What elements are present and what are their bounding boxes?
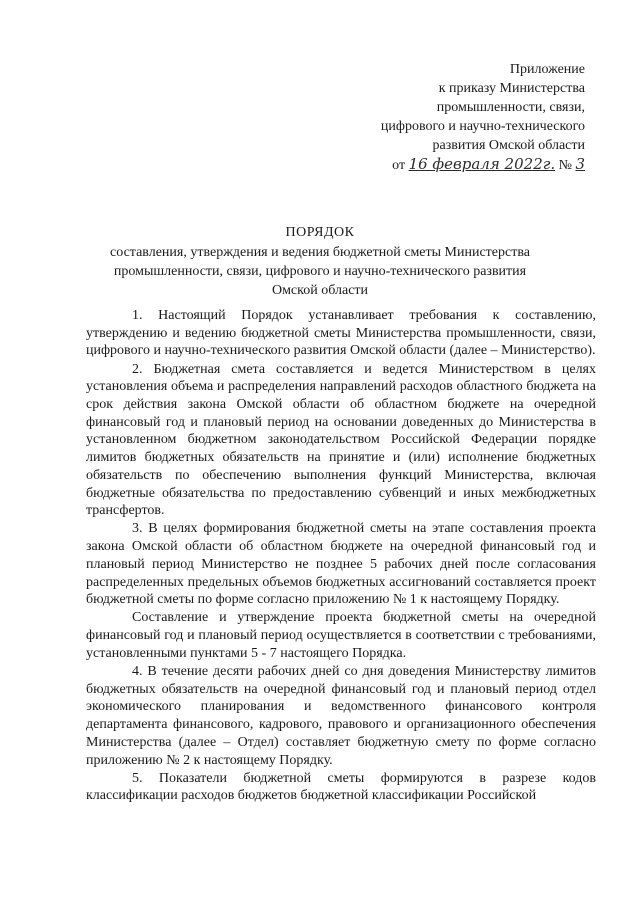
handwritten-number: 3 (575, 155, 585, 173)
handwritten-date: 16 февраля 2022г. (408, 155, 556, 173)
title-subtitle-line: Омской области (271, 283, 369, 298)
paragraph-1: 1. Настоящий Порядок устанавливает требования к составлению, утверждению и ведению бюджетной сметы Министерства промышленности, связи, цифрового и научно-технического развития Омской области (далее – Министерство). (86, 308, 596, 359)
document-title (60, 223, 580, 300)
number-prefix: № (558, 158, 572, 173)
order-date-number (381, 155, 585, 175)
document-body (86, 307, 596, 806)
title-subtitle-line: составления, утверждения и ведения бюджетной сметы Министерства (110, 245, 530, 260)
title-subtitle-line: промышленности, связи, цифрового и научно-технического развития (113, 264, 527, 279)
paragraph-5: 5. Показатели бюджетной сметы формируются в разрезе кодов классификации расходов бюджетов бюджетной классификации Российской (86, 770, 596, 804)
appendix-line: развития Омской области (432, 138, 585, 153)
appendix-line: цифрового и научно-технического (380, 119, 585, 134)
date-prefix: от (392, 158, 406, 173)
appendix-block (381, 60, 585, 175)
title-heading: ПОРЯДОК (285, 225, 355, 240)
paragraph-2: 2. Бюджетная смета составляется и ведется Министерством в целях установления объема и распределения направлений расходов областного бюджета на срок действия закона Омской области об областном бюджете на очередной финансовый год и плановый период на основании доведенных до Министерства в установленном бюджетном законодательством Российской Федерации порядке лимитов бюджетных обязательств на принятие и (или) исполнение бюджетных обязательств по обеспечению выполнения функций Министерства, включая бюджетные обязательства по предоставлению субвенций и иных межбюджетных трансфертов. (86, 361, 596, 519)
appendix-line: Приложение (509, 62, 585, 77)
appendix-line: к приказу Министерства (438, 81, 585, 96)
paragraph-3-continued: Составление и утверждение проекта бюджетной сметы на очередной финансовый год и плановый период осуществляется в соответствии с требованиями, установленными пунктами 5 - 7 настоящего Порядка. (86, 610, 596, 661)
appendix-line: промышленности, связи, (436, 100, 585, 115)
paragraph-3: 3. В целях формирования бюджетной сметы на этапе составления проекта закона Омской области об областном бюджете на очередной финансовый год и плановый период Министерство не позднее 5 рабочих дней после согласования распределенных предельных объемов бюджетных ассигнований составляется проект бюджетной сметы по форме согласно приложению № 1 к настоящему Порядку. (86, 521, 596, 608)
paragraph-4: 4. В течение десяти рабочих дней со дня доведения Министерству лимитов бюджетных обязательств на очередной финансовый год и плановый период отдел экономического планирования и ведомственного финансового контроля департамента финансового, кадрового, правового и организационного обеспечения Министерства (далее – Отдел) составляет бюджетную смету по форме согласно приложению № 2 к настоящему Порядку. (86, 664, 596, 768)
